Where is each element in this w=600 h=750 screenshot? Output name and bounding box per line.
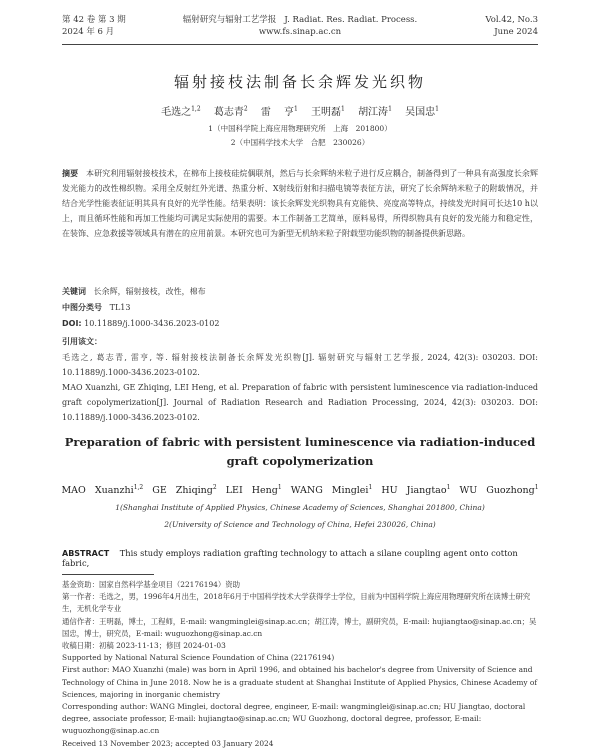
footnote-received-cn: 收稿日期：初稿 2023-11-13；修回 2024-01-03 bbox=[62, 641, 226, 651]
abstract-label-en: ABSTRACT bbox=[62, 549, 110, 558]
date-en: June 2024 bbox=[494, 27, 538, 37]
abstract-text-en: This study employs radiation grafting technology to attach a silane coupling agent onto cotton fabric, bbox=[62, 548, 518, 568]
title-en: Preparation of fabric with persistent luminescence via radiation-induced graft copolymerization bbox=[64, 435, 536, 468]
journal-name-cn: 辐射研究与辐射工艺学报 bbox=[182, 15, 277, 25]
author-en: LEI Heng$^1$ bbox=[225, 484, 282, 497]
journal-website: www.fs.sinap.ac.cn bbox=[258, 27, 342, 37]
journal-name-en: J. Radiat. Res. Radiat. Process. bbox=[284, 15, 418, 25]
author-cn: 雷 亨$^1$ bbox=[260, 105, 298, 118]
keywords-cn: 关键词 长余辉，辐射接枝，改性，棉布 bbox=[62, 287, 206, 296]
author-cn: 毛选之$^{1,2}$ bbox=[161, 105, 201, 118]
affiliation-en-1: 1(Shanghai Institute of Applied Physics, Chinese Academy of Sciences, Shanghai 201800, China) bbox=[115, 503, 485, 512]
abstract-label-cn: 摘要 bbox=[62, 169, 79, 178]
abstract-en bbox=[62, 548, 538, 568]
author-list-cn bbox=[0, 103, 600, 118]
footnote-divider bbox=[62, 574, 154, 575]
header-right bbox=[485, 14, 538, 38]
author-en: WANG Minglei$^1$ bbox=[290, 484, 373, 497]
affiliation-en-2: 2(University of Science and Technology of China, Hefei 230026, China) bbox=[164, 520, 436, 529]
author-en: MAO Xuanzhi$^{1,2}$ bbox=[61, 484, 144, 497]
affiliation-cn-2: 2（中国科学技术大学 合肥 230026） bbox=[230, 138, 370, 147]
affiliation-cn-1: 1（中国科学院上海应用物理研究所 上海 201800） bbox=[208, 124, 392, 133]
footnote-corresponding-cn: 通信作者：王明磊，博士，工程师，E-mail: wangminglei@sinap.ac.cn；胡江涛，博士，副研究员，E-mail: hujiangtao@sinap.ac.cn；吴国忠，博士，研究员，E-mail: wuguozhong@sinap.ac.cn bbox=[62, 616, 537, 638]
citation-cn: 毛选之, 葛志青, 雷亨, 等. 辐射接枝法制备长余辉发光织物[J]. 辐射研究与辐射工艺学报, 2024, 42(3): 030203. DOI: 10.11889/j.1000-3436.2023-0102. bbox=[62, 353, 538, 377]
author-en: GE Zhiqing$^2$ bbox=[152, 484, 217, 497]
abstract-text-cn: 本研究利用辐射接枝技术，在棉布上接枝硅烷偶联剂，然后与长余辉纳米粒子进行反应耦合，制备得到了一种具有高强度长余辉发光能力的改性棉织物。采用全反射红外光谱、热重分析、X射线衍射和扫描电镜等表征方法，研究了长余辉纳米粒子的附载情况，并结合光学性能表征证明其具有良好的光学性能。结果表明：该长余辉发光织物具有克能快、亮度高等特点，持续发光时间可长达10 h以上，而且循环性能和再加工性能均可满足实际使用的需要。本工作制备工艺简单，原料易得，所得织物具有良好的发光能力和稳定性，在装饰、应急救援等领域具有潜在的应用前景。本研究也可为新型无机纳米粒子附载型功能织物的制备提供新思路。 bbox=[62, 169, 539, 238]
date-cn: 2024 年 6 月 bbox=[62, 27, 115, 37]
volume-en: Vol.42, No.3 bbox=[485, 15, 538, 25]
header-divider bbox=[62, 44, 538, 45]
author-cn: 王明磊$^1$ bbox=[311, 105, 345, 118]
clc-number: 中图分类号 TL13 bbox=[62, 303, 131, 312]
footnote-funding-cn: 基金资助：国家自然科学基金项目（22176194）资助 bbox=[62, 580, 241, 589]
citation-en: MAO Xuanzhi, GE Zhiqing, LEI Heng, et al. Preparation of fabric with persistent luminescence via radiation-induced graft copolymerization[J]. Journal of Radiation Research and Radiation Processing, 2024, 42(3): 030203. DOI: 10.11889/j.1000-3436.2023-0102. bbox=[62, 383, 538, 422]
author-list-en bbox=[0, 484, 600, 496]
citation-label: 引用该文： bbox=[62, 337, 102, 346]
author-cn: 葛志青$^2$ bbox=[213, 105, 248, 118]
title-cn: 辐射接枝法制备长余辉发光织物 bbox=[173, 73, 426, 91]
footnote-first-author-cn: 第一作者：毛选之，男，1996年4月出生，2018年6月于中国科学技术大学获得学士学位，目前为中国科学院上海应用物理研究所在读博士研究生，无机化学专业 bbox=[62, 592, 531, 614]
volume-cn: 第 42 卷 第 3 期 bbox=[62, 15, 126, 25]
author-en: HU Jiangtao$^1$ bbox=[381, 484, 451, 497]
footnote-first-author-en: First author: MAO Xuanzhi (male) was born in April 1996, and obtained his bachelor's degree from University of Science and Technology of China in June 2018. Now he is a graduate student at Shanghai Institute of Applied Physics, Chinese Academy of Sciences, majoring in inorganic chemistry bbox=[62, 665, 538, 699]
footnote-received-en: Received 13 November 2023; accepted 03 January 2024 bbox=[62, 738, 274, 748]
footnotes bbox=[62, 579, 538, 750]
footnote-funding-en: Supported by National Natural Science Foundation of China (22176194) bbox=[62, 653, 335, 663]
author-cn: 胡江涛$^1$ bbox=[358, 105, 392, 118]
doi: DOI: 10.11889/j.1000-3436.2023-0102 bbox=[62, 319, 220, 328]
author-cn: 吴国忠$^1$ bbox=[405, 105, 439, 118]
footnote-corresponding-en: Corresponding author: WANG Minglei, doctoral degree, engineer, E-mail: wangminglei@sinap.ac.cn; HU Jiangtao, doctoral degree, associate professor, E-mail: hujiangtao@sinap.ac.cn; WU Guozhong, doctoral degree, professor, E-mail: wuguozhong@sinap.ac.cn bbox=[62, 702, 526, 736]
abstract-cn bbox=[62, 166, 538, 241]
author-en: WU Guozhong$^1$ bbox=[459, 484, 539, 497]
